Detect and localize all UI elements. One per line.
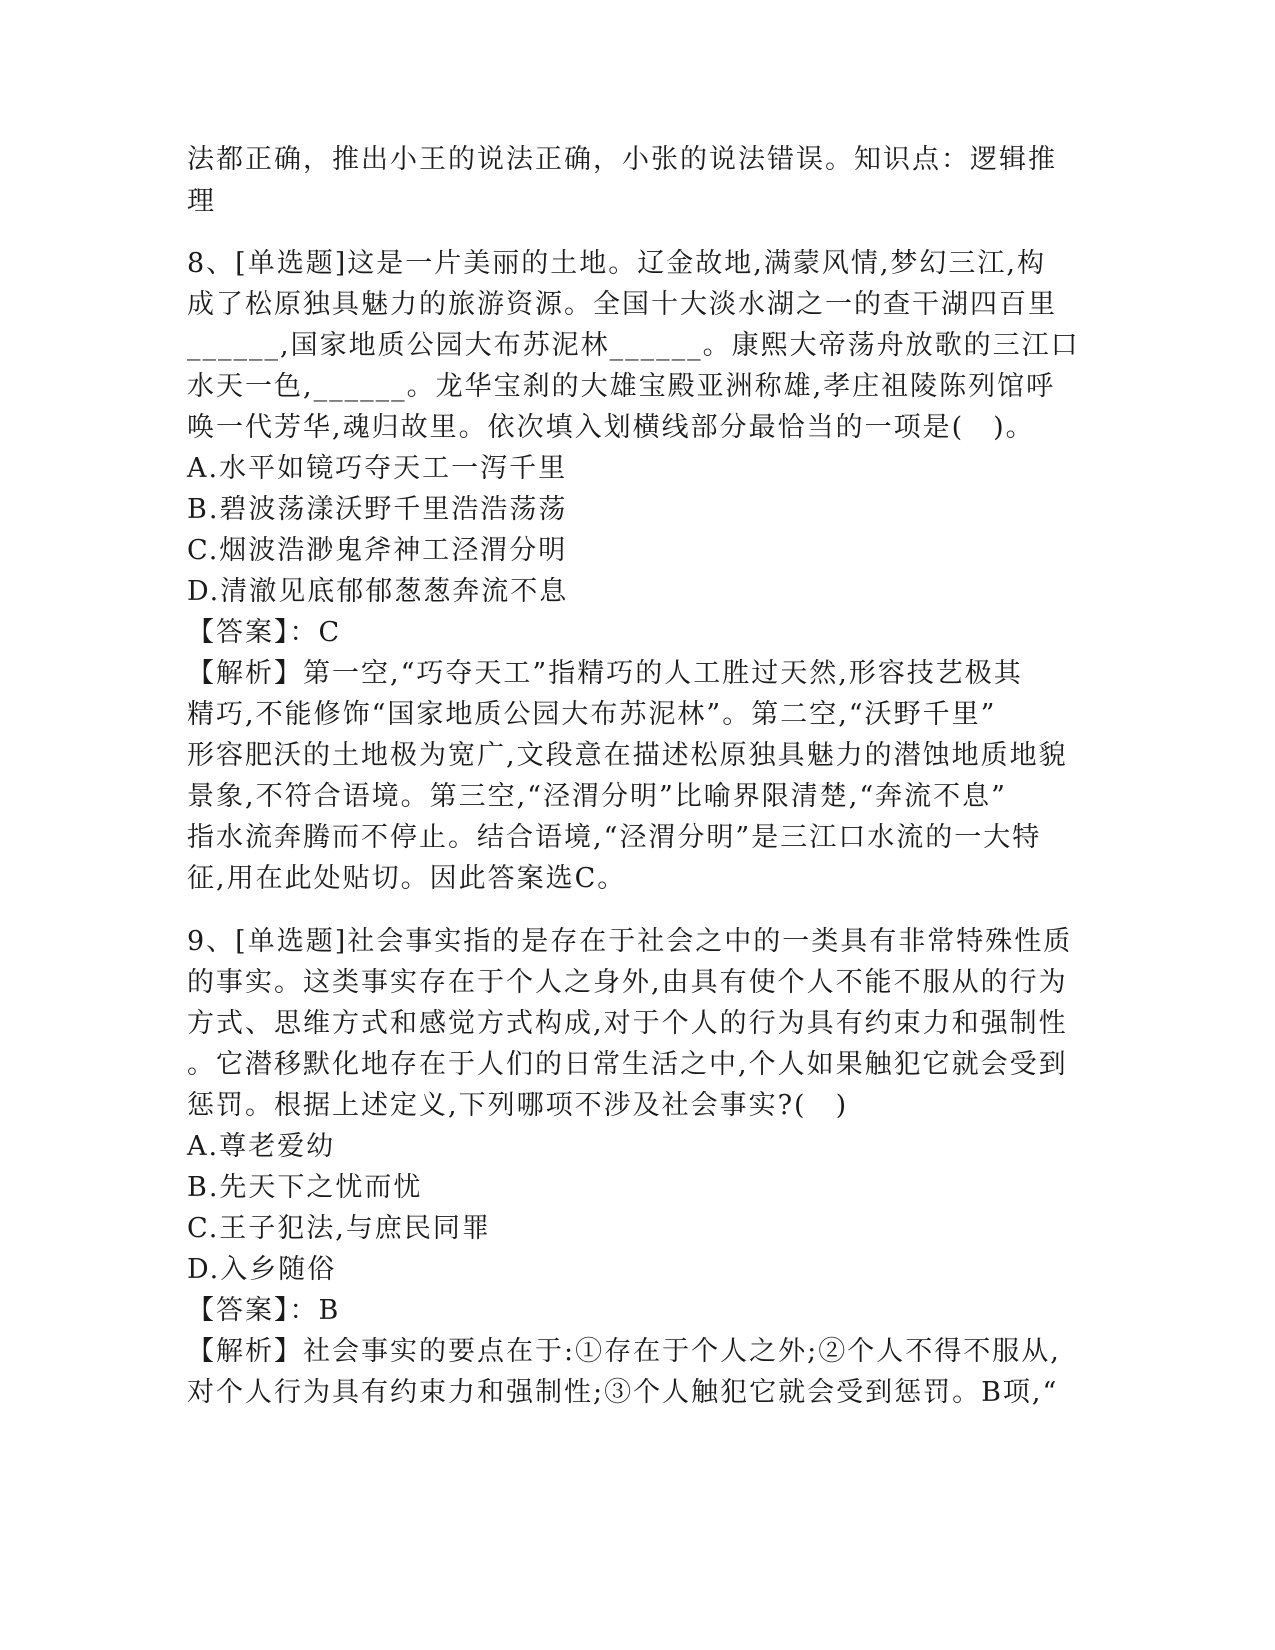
option-b: B.先天下之忧而忧 bbox=[187, 1172, 423, 1203]
analysis-line: 【解析】第一空,“巧夺天工”指精巧的人工胜过天然,形容技艺极其 bbox=[187, 658, 1023, 689]
question-stem-line: 唤一代芳华,魂归故里。依次填入划横线部分最恰当的一项是( )。 bbox=[187, 412, 1035, 443]
option-d: D.入乡随俗 bbox=[187, 1254, 337, 1285]
question-stem-line: 9、[单选题]社会事实指的是存在于社会之中的一类具有非常特殊性质 bbox=[187, 926, 1073, 957]
question-stem-line: 惩罚。根据上述定义,下列哪项不涉及社会事实?( ) bbox=[187, 1090, 849, 1121]
prev-answer-tail-line: 法都正确，推出小王的说法正确，小张的说法错误。知识点：逻辑推 bbox=[187, 144, 1057, 175]
question-stem-line: 的事实。这类事实存在于个人之身外,由具有使个人不能不服从的行为 bbox=[187, 967, 1068, 998]
option-a: A.尊老爱幼 bbox=[187, 1131, 336, 1162]
question-stem-line: 方式、思维方式和感觉方式构成,对于个人的行为具有约束力和强制性 bbox=[187, 1008, 1068, 1039]
analysis-line: 精巧,不能修饰“国家地质公园大布苏泥林”。第二空,“沃野千里” bbox=[187, 699, 997, 730]
analysis-line: 景象,不符合语境。第三空,“泾渭分明”比喻界限清楚,“奔流不息” bbox=[187, 781, 1007, 812]
question-stem-line: 水天一色,______。龙华宝刹的大雄宝殿亚洲称雄,孝庄祖陵陈列馆呼 bbox=[187, 371, 1056, 402]
option-c: C.王子犯法,与庶民同罪 bbox=[187, 1213, 491, 1244]
option-c: C.烟波浩渺鬼斧神工泾渭分明 bbox=[187, 535, 568, 566]
analysis-line: 形容肥沃的土地极为宽广,文段意在描述松原独具魅力的潜蚀地质地貌 bbox=[187, 740, 1068, 771]
option-d: D.清澈见底郁郁葱葱奔流不息 bbox=[187, 576, 569, 607]
option-a: A.水平如镜巧夺天工一泻千里 bbox=[187, 453, 568, 484]
question-stem-line: ______,国家地质公园大布苏泥林______。康熙大帝荡舟放歌的三江口 bbox=[187, 330, 1080, 361]
question-stem-line: 成了松原独具魅力的旅游资源。全国十大淡水湖之一的查干湖四百里 bbox=[187, 289, 1057, 320]
prev-answer-tail-line: 理 bbox=[187, 186, 216, 217]
analysis-line: 指水流奔腾而不停止。结合语境,“泾渭分明”是三江口水流的一大特 bbox=[187, 822, 1042, 853]
answer-line: 【答案】：B bbox=[187, 1295, 341, 1326]
analysis-line: 【解析】社会事实的要点在于:①存在于个人之外;②个人不得不服从, bbox=[187, 1336, 1061, 1367]
answer-line: 【答案】：C bbox=[187, 617, 342, 648]
analysis-line: 征,用在此处贴切。因此答案选C。 bbox=[187, 863, 627, 894]
option-b: B.碧波荡漾沃野千里浩浩荡荡 bbox=[187, 494, 568, 525]
question-stem-line: 。它潜移默化地存在于人们的日常生活之中,个人如果触犯它就会受到 bbox=[187, 1049, 1068, 1080]
question-stem-line: 8、[单选题]这是一片美丽的土地。辽金故地,满蒙风情,梦幻三江,构 bbox=[187, 248, 1046, 279]
analysis-line: 对个人行为具有约束力和强制性;③个人触犯它就会受到惩罚。B项,“ bbox=[187, 1377, 1059, 1408]
